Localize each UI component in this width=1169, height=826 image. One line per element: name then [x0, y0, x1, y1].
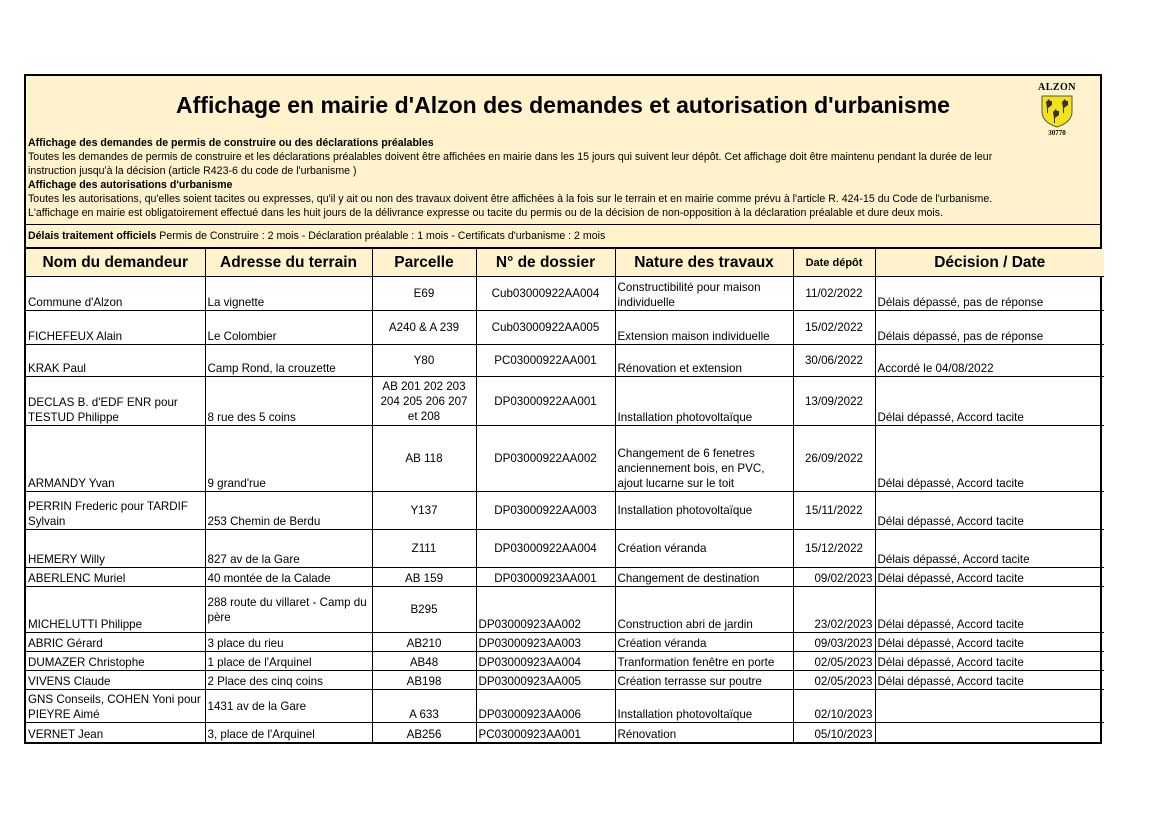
cell-adresse: 3 place du rieu — [205, 633, 372, 652]
cell-nom: ABRIC Gérard — [26, 633, 205, 652]
cell-nom: KRAK Paul — [26, 345, 205, 377]
col-header-parcelle: Parcelle — [372, 249, 476, 277]
cell-decision: Délai dépassé, Accord tacite — [875, 377, 1104, 426]
delays-row — [26, 225, 1100, 249]
cell-dossier: DP03000922AA004 — [476, 530, 615, 568]
cell-decision: Délai dépassé, Accord tacite — [875, 671, 1104, 690]
table-row — [26, 671, 1104, 690]
cell-date: 11/02/2022 — [793, 277, 875, 311]
cell-nature: Installation photovoltaïque — [615, 492, 793, 530]
cell-date: 09/03/2023 — [793, 633, 875, 652]
col-header-date: Date dépôt — [793, 249, 875, 277]
coat-of-arms-icon — [1040, 94, 1074, 128]
delays-text: Permis de Construire : 2 mois - Déclaration préalable : 1 mois - Certificats d'urbanisme : 2 mois — [156, 230, 606, 242]
cell-dossier: DP03000923AA002 — [476, 587, 615, 633]
cell-dossier: DP03000922AA001 — [476, 377, 615, 426]
cell-nature: Rénovation — [615, 723, 793, 742]
info-text-demandes-1: Toutes les demandes de permis de construire et les déclarations préalables doivent être affichées en mairie dans les 15 jours qui suivent leur dépôt. Cet affichage doit être maintenu pendant la durée de leur — [28, 151, 993, 163]
cell-nom: VERNET Jean — [26, 723, 205, 742]
cell-decision: Délais dépassé, pas de réponse — [875, 277, 1104, 311]
cell-adresse: 40 montée de la Calade — [205, 568, 372, 587]
cell-date: 09/02/2023 — [793, 568, 875, 587]
requests-table — [26, 249, 1104, 742]
cell-decision: Délai dépassé, Accord tacite — [875, 568, 1104, 587]
cell-nature: Création véranda — [615, 530, 793, 568]
table-row — [26, 492, 1104, 530]
cell-dossier: DP03000923AA001 — [476, 568, 615, 587]
table-row — [26, 633, 1104, 652]
col-header-dossier: N° de dossier — [476, 249, 615, 277]
cell-nature: Tranformation fenêtre en porte — [615, 652, 793, 671]
cell-nom: ARMANDY Yvan — [26, 426, 205, 492]
cell-nom: PERRIN Frederic pour TARDIF Sylvain — [26, 492, 205, 530]
col-header-decision: Décision / Date — [875, 249, 1104, 277]
cell-parcelle: Z111 — [372, 530, 476, 568]
cell-adresse: Le Colombier — [205, 311, 372, 345]
cell-dossier: DP03000922AA002 — [476, 426, 615, 492]
cell-decision: Délai dépassé, Accord tacite — [875, 492, 1104, 530]
logo-postal-code: 30770 — [1048, 129, 1066, 137]
cell-date: 15/02/2022 — [793, 311, 875, 345]
cell-parcelle: AB210 — [372, 633, 476, 652]
logo-town: ALZON — [1037, 82, 1077, 93]
cell-adresse: 2 Place des cinq coins — [205, 671, 372, 690]
info-text-demandes-2: instruction jusqu'à la décision (article R423-6 du code de l'urbanisme ) — [28, 165, 357, 177]
cell-date: 15/12/2022 — [793, 530, 875, 568]
cell-adresse: 1431 av de la Gare — [205, 690, 372, 723]
cell-date: 05/10/2023 — [793, 723, 875, 742]
cell-adresse: La vignette — [205, 277, 372, 311]
header-box — [26, 76, 1100, 225]
col-header-nature: Nature des travaux — [615, 249, 793, 277]
cell-adresse: 827 av de la Gare — [205, 530, 372, 568]
table-row — [26, 723, 1104, 742]
cell-nom: MICHELUTTI Philippe — [26, 587, 205, 633]
cell-decision: Délai dépassé, Accord tacite — [875, 633, 1104, 652]
info-heading-demandes: Affichage des demandes de permis de construire ou des déclarations préalables — [28, 137, 434, 149]
table-row — [26, 652, 1104, 671]
info-text-autorisations-2: L'affichage en mairie est obligatoirement effectué dans les huit jours de la délivrance expresse ou tacite du permis ou de la décision de non-opposition à la déclaration préalable et dure deux mois. — [28, 207, 944, 219]
cell-date: 13/09/2022 — [793, 377, 875, 426]
cell-dossier: Cub03000922AA005 — [476, 311, 615, 345]
cell-nature: Rénovation et extension — [615, 345, 793, 377]
table-row — [26, 690, 1104, 723]
cell-adresse: 1 place de l'Arquinel — [205, 652, 372, 671]
cell-dossier: DP03000923AA006 — [476, 690, 615, 723]
urbanism-sheet — [24, 74, 1102, 744]
cell-nom: VIVENS Claude — [26, 671, 205, 690]
cell-adresse: 9 grand'rue — [205, 426, 372, 492]
cell-date: 15/11/2022 — [793, 492, 875, 530]
cell-nature: Constructibilité pour maison individuelle — [615, 277, 793, 311]
cell-dossier: PC03000922AA001 — [476, 345, 615, 377]
cell-date: 02/05/2023 — [793, 671, 875, 690]
cell-decision: Délai dépassé, Accord tacite — [875, 426, 1104, 492]
cell-decision: Accordé le 04/08/2022 — [875, 345, 1104, 377]
info-heading-autorisations: Affichage des autorisations d'urbanisme — [28, 179, 233, 191]
cell-decision: Délai dépassé, Accord tacite — [875, 587, 1104, 633]
table-header-row — [26, 249, 1104, 277]
cell-nature: Installation photovoltaïque — [615, 377, 793, 426]
cell-dossier: PC03000923AA001 — [476, 723, 615, 742]
cell-decision — [875, 690, 1104, 723]
table-row — [26, 587, 1104, 633]
cell-adresse: 253 Chemin de Berdu — [205, 492, 372, 530]
cell-parcelle: AB198 — [372, 671, 476, 690]
cell-nom: Commune d'Alzon — [26, 277, 205, 311]
cell-date: 02/05/2023 — [793, 652, 875, 671]
cell-nom: ABERLENC Muriel — [26, 568, 205, 587]
cell-date: 02/10/2023 — [793, 690, 875, 723]
col-header-adresse: Adresse du terrain — [205, 249, 372, 277]
alzon-logo — [1037, 82, 1077, 137]
table-row — [26, 530, 1104, 568]
table-row — [26, 345, 1104, 377]
cell-parcelle: A 633 — [372, 690, 476, 723]
cell-decision — [875, 723, 1104, 742]
cell-adresse: 288 route du villaret - Camp du père — [205, 587, 372, 633]
cell-nature: Changement de destination — [615, 568, 793, 587]
cell-nom: HEMERY Willy — [26, 530, 205, 568]
cell-date: 30/06/2022 — [793, 345, 875, 377]
info-paragraph — [28, 136, 1096, 220]
cell-parcelle: AB 201 202 203 204 205 206 207 et 208 — [372, 377, 476, 426]
cell-parcelle: A240 & A 239 — [372, 311, 476, 345]
cell-parcelle: E69 — [372, 277, 476, 311]
cell-parcelle: Y137 — [372, 492, 476, 530]
cell-nature: Création véranda — [615, 633, 793, 652]
cell-date: 26/09/2022 — [793, 426, 875, 492]
cell-nom: DECLAS B. d'EDF ENR pour TESTUD Philippe — [26, 377, 205, 426]
cell-decision: Délais dépassé, pas de réponse — [875, 311, 1104, 345]
cell-date: 23/02/2023 — [793, 587, 875, 633]
cell-adresse: 8 rue des 5 coins — [205, 377, 372, 426]
cell-nature: Construction abri de jardin — [615, 587, 793, 633]
cell-parcelle: AB 118 — [372, 426, 476, 492]
cell-dossier: DP03000923AA003 — [476, 633, 615, 652]
cell-decision: Délais dépassé, Accord tacite — [875, 530, 1104, 568]
cell-dossier: DP03000923AA005 — [476, 671, 615, 690]
col-header-nom: Nom du demandeur — [26, 249, 205, 277]
cell-adresse: Camp Rond, la crouzette — [205, 345, 372, 377]
cell-nature: Changement de 6 fenetres anciennement bois, en PVC, ajout lucarne sur le toit — [615, 426, 793, 492]
page-title: Affichage en mairie d'Alzon des demandes et autorisation d'urbanisme — [176, 92, 950, 118]
cell-parcelle: AB256 — [372, 723, 476, 742]
cell-dossier: DP03000923AA004 — [476, 652, 615, 671]
cell-dossier: DP03000922AA003 — [476, 492, 615, 530]
cell-dossier: Cub03000922AA004 — [476, 277, 615, 311]
cell-parcelle: AB 159 — [372, 568, 476, 587]
table-row — [26, 277, 1104, 311]
cell-parcelle: B295 — [372, 587, 476, 633]
cell-nature: Extension maison individuelle — [615, 311, 793, 345]
cell-nom: GNS Conseils, COHEN Yoni pour PIEYRE Aimé — [26, 690, 205, 723]
cell-nature: Installation photovoltaïque — [615, 690, 793, 723]
cell-nom: DUMAZER Christophe — [26, 652, 205, 671]
delays-label: Délais traitement officiels — [28, 230, 157, 242]
cell-decision: Délai dépassé, Accord tacite — [875, 652, 1104, 671]
cell-parcelle: Y80 — [372, 345, 476, 377]
table-row — [26, 377, 1104, 426]
cell-nom: FICHEFEUX Alain — [26, 311, 205, 345]
info-text-autorisations-1: Toutes les autorisations, qu'elles soient tacites ou expresses, qu'il y ait ou non des travaux doivent être affichées à la fois sur le terrain et en mairie comme prévu à l'article R. 424-15 du Code de l'urbanisme. — [28, 193, 993, 205]
table-row — [26, 311, 1104, 345]
table-row — [26, 568, 1104, 587]
table-row — [26, 426, 1104, 492]
cell-parcelle: AB48 — [372, 652, 476, 671]
cell-adresse: 3, place de l'Arquinel — [205, 723, 372, 742]
cell-nature: Création terrasse sur poutre — [615, 671, 793, 690]
